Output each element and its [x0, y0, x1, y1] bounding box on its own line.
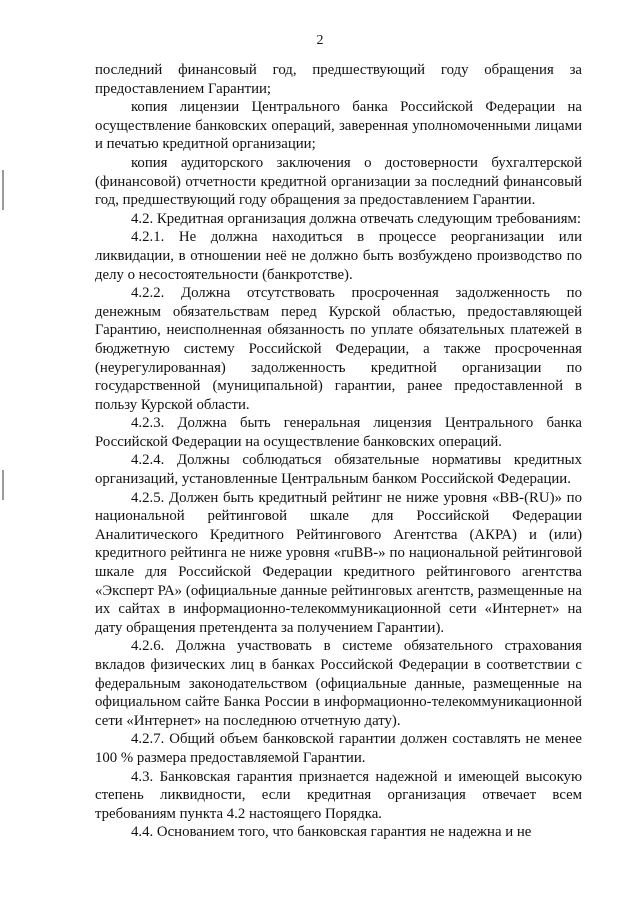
scan-edge-mark	[2, 170, 4, 210]
scan-edge-mark	[2, 470, 4, 500]
paragraph-4-3: 4.3. Банковская гарантия признается надежной и имеющей высокую степень ликвидности, если кредитная организация отвечает всем требованиям пункта 4.2 настоящего Порядка.	[95, 768, 582, 822]
paragraph-license-copy: копия лицензии Центрального банка Российской Федерации на осуществление банковских операций, заверенная уполномоченными лицами и печатью кредитной организации;	[95, 99, 582, 153]
page-number: 2	[316, 33, 324, 48]
paragraph-4-2-2: 4.2.2. Должна отсутствовать просроченная задолженность по денежным обязательствам перед Курской областью, предоставляющей Гарантию, неисполненная обязанность по уплате обязательных платежей в бюджетную систему Российской Федерации, а также просроченная (неурегулированная) задолженность кредитной организации по государственной (муниципальной) гарантии, ранее предоставленной в пользу Курской области.	[95, 285, 582, 413]
paragraph-4-2-6: 4.2.6. Должна участвовать в системе обязательного страхования вкладов физических лиц в банках Российской Федерации в соответствии с федеральным законодательством (официальные данные, размещенные на официальном сайте Банка России в информационно-телекоммуникационной сети «Интернет» на последнюю отчетную дату).	[95, 638, 582, 729]
paragraph-docs-financial-year: последний финансовый год, предшествующий году обращения за предоставлением Гарантии;	[95, 62, 582, 97]
paragraph-4-2-5: 4.2.5. Должен быть кредитный рейтинг не ниже уровня «BB-(RU)» по национальной рейтинговой шкале для Российской Федерации Аналитического Кредитного Рейтингового Агентства (АКРА) и (или) кредитного рейтинга не ниже уровня «ruBB-» по национальной рейтинговой шкале для Российской Федерации кредитного рейтингового агентства «Эксперт РА» (официальные данные рейтинговых агентств, размещенные на их сайтах в информационно-телекоммуникационной сети «Интернет» на дату обращения претендента за получением Гарантии).	[95, 489, 582, 636]
paragraph-4-2-7: 4.2.7. Общий объем банковской гарантии должен составлять не менее 100 % размера предоставляемой Гарантии.	[95, 731, 582, 766]
paragraph-audit-copy: копия аудиторского заключения о достоверности бухгалтерской (финансовой) отчетности кредитной организации за последний финансовый год, предшествующий году обращения за предоставлением Гарантии.	[95, 154, 582, 209]
paragraph-4-2-3: 4.2.3. Должна быть генеральная лицензия Центрального банка Российской Федерации на осуществление банковских операций.	[95, 415, 582, 450]
paragraph-4-4: 4.4. Основанием того, что банковская гарантия не надежна и не	[131, 824, 532, 841]
paragraph-4-2-4: 4.2.4. Должны соблюдаться обязательные нормативы кредитных организаций, установленные Центральным банком Российской Федерации.	[95, 452, 582, 488]
paragraph-4-2-1: 4.2.1. Не должна находиться в процессе реорганизации или ликвидации, в отношении неё не должно быть возбуждено производство по делу о несостоятельности (банкротстве).	[95, 229, 582, 283]
paragraph-4-2: 4.2. Кредитная организация должна отвечать следующим требованиям:	[131, 210, 581, 227]
document-body	[95, 61, 582, 842]
